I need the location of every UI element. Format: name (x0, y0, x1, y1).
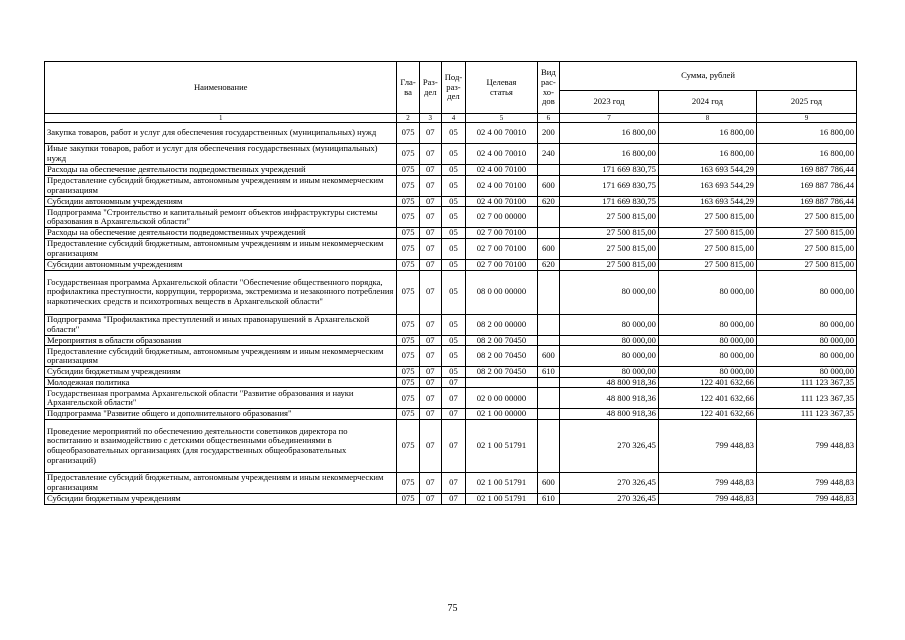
cell-name: Подпрограмма "Профилактика преступлений и иных правонарушений в Архангельской области" (45, 314, 397, 335)
cell-name: Иные закупки товаров, работ и услуг для обеспечения государственных (муниципальных) нужд (45, 144, 397, 165)
cell-name: Молодежная политика (45, 377, 397, 388)
cell-razdel: 07 (419, 494, 441, 505)
cell-name: Субсидии бюджетным учреждениям (45, 367, 397, 378)
cell-sum-2025: 16 800,00 (756, 144, 856, 165)
table-row (45, 165, 857, 176)
cell-podrazdel: 07 (441, 494, 465, 505)
cell-target-article: 02 4 00 70100 (466, 196, 538, 207)
cell-expense-type (537, 207, 559, 228)
cell-sum-2023: 171 669 830,75 (560, 175, 659, 196)
cell-sum-2025: 27 500 815,00 (756, 259, 856, 270)
cell-sum-2025: 169 887 786,44 (756, 175, 856, 196)
cell-razdel: 07 (419, 409, 441, 420)
cell-expense-type (537, 388, 559, 409)
cell-expense-type: 600 (537, 238, 559, 259)
cell-sum-2023: 27 500 815,00 (560, 259, 659, 270)
cell-target-article: 02 7 00 70100 (466, 238, 538, 259)
cell-razdel: 07 (419, 207, 441, 228)
header-vid (537, 62, 559, 114)
header-podrazdel (441, 62, 465, 114)
cell-glava: 075 (397, 409, 419, 420)
table-row (45, 409, 857, 420)
header-razdel-text: Раз- дел (422, 76, 438, 97)
cell-sum-2025: 80 000,00 (756, 346, 856, 367)
cell-name: Подпрограмма "Строительство и капитальный ремонт объектов инфраструктуры системы образования в Архангельской области" (45, 207, 397, 228)
cell-expense-type: 610 (537, 494, 559, 505)
cell-podrazdel: 05 (441, 144, 465, 165)
cell-name: Субсидии автономным учреждениям (45, 259, 397, 270)
cell-glava: 075 (397, 175, 419, 196)
cell-razdel: 07 (419, 123, 441, 144)
cell-podrazdel: 05 (441, 335, 465, 346)
cell-sum-2023: 80 000,00 (560, 270, 659, 314)
cell-sum-2023: 27 500 815,00 (560, 207, 659, 228)
cell-podrazdel: 05 (441, 367, 465, 378)
cell-target-article: 08 2 00 70450 (466, 367, 538, 378)
cell-sum-2023: 80 000,00 (560, 314, 659, 335)
header-target-text: Целевая статья (486, 76, 517, 97)
cell-expense-type: 610 (537, 367, 559, 378)
budget-table (44, 61, 857, 505)
cell-sum-2024: 16 800,00 (658, 123, 756, 144)
header-podrazdel-text: Под- раз- дел (444, 72, 463, 102)
cell-expense-type (537, 270, 559, 314)
header-2025: 2025 год (756, 91, 856, 114)
cell-glava: 075 (397, 259, 419, 270)
cell-target-article: 02 1 00 00000 (466, 409, 538, 420)
column-number-row (45, 114, 857, 123)
cell-sum-2025: 169 887 786,44 (756, 165, 856, 176)
cell-expense-type: 200 (537, 123, 559, 144)
table-row (45, 314, 857, 335)
cell-target-article: 02 1 00 51791 (466, 494, 538, 505)
cell-sum-2024: 122 401 632,66 (658, 388, 756, 409)
cell-sum-2023: 16 800,00 (560, 123, 659, 144)
cell-name: Мероприятия в области образования (45, 335, 397, 346)
cell-target-article: 08 2 00 70450 (466, 346, 538, 367)
table-row (45, 238, 857, 259)
cell-target-article (466, 377, 538, 388)
table-row (45, 196, 857, 207)
column-number: 5 (466, 114, 538, 123)
cell-sum-2024: 80 000,00 (658, 314, 756, 335)
cell-glava: 075 (397, 494, 419, 505)
cell-podrazdel: 05 (441, 123, 465, 144)
column-number: 1 (45, 114, 397, 123)
cell-expense-type (537, 314, 559, 335)
cell-sum-2025: 80 000,00 (756, 270, 856, 314)
cell-podrazdel: 07 (441, 409, 465, 420)
table-row (45, 175, 857, 196)
header-name: Наименование (45, 62, 397, 114)
cell-sum-2024: 122 401 632,66 (658, 377, 756, 388)
cell-sum-2025: 111 123 367,35 (756, 409, 856, 420)
cell-sum-2023: 27 500 815,00 (560, 228, 659, 239)
cell-sum-2024: 80 000,00 (658, 346, 756, 367)
cell-sum-2023: 80 000,00 (560, 346, 659, 367)
cell-razdel: 07 (419, 144, 441, 165)
cell-glava: 075 (397, 207, 419, 228)
cell-glava: 075 (397, 314, 419, 335)
cell-sum-2025: 16 800,00 (756, 123, 856, 144)
cell-glava: 075 (397, 144, 419, 165)
cell-sum-2023: 171 669 830,75 (560, 165, 659, 176)
cell-sum-2023: 27 500 815,00 (560, 238, 659, 259)
table-row (45, 207, 857, 228)
cell-sum-2023: 270 326,45 (560, 473, 659, 494)
cell-razdel: 07 (419, 420, 441, 473)
cell-glava: 075 (397, 420, 419, 473)
cell-name: Расходы на обеспечение деятельности подведомственных учреждений (45, 228, 397, 239)
cell-podrazdel: 07 (441, 420, 465, 473)
header-target (466, 62, 538, 114)
cell-razdel: 07 (419, 473, 441, 494)
cell-sum-2023: 80 000,00 (560, 335, 659, 346)
table-row (45, 473, 857, 494)
column-number: 6 (537, 114, 559, 123)
cell-glava: 075 (397, 388, 419, 409)
cell-razdel: 07 (419, 259, 441, 270)
cell-podrazdel: 05 (441, 270, 465, 314)
cell-target-article: 02 4 00 70010 (466, 123, 538, 144)
cell-podrazdel: 07 (441, 388, 465, 409)
cell-expense-type (537, 420, 559, 473)
cell-sum-2023: 48 800 918,36 (560, 388, 659, 409)
cell-name: Подпрограмма "Развитие общего и дополнительного образования" (45, 409, 397, 420)
cell-razdel: 07 (419, 228, 441, 239)
cell-name: Закупка товаров, работ и услуг для обеспечения государственных (муниципальных) нужд (45, 123, 397, 144)
cell-sum-2025: 80 000,00 (756, 335, 856, 346)
cell-razdel: 07 (419, 388, 441, 409)
cell-expense-type (537, 228, 559, 239)
cell-name: Предоставление субсидий бюджетным, автономным учреждениям и иным некоммерческим организациям (45, 346, 397, 367)
cell-glava: 075 (397, 473, 419, 494)
table-row (45, 377, 857, 388)
cell-expense-type: 240 (537, 144, 559, 165)
cell-glava: 075 (397, 165, 419, 176)
cell-podrazdel: 05 (441, 175, 465, 196)
cell-target-article: 02 0 00 00000 (466, 388, 538, 409)
cell-name: Предоставление субсидий бюджетным, автономным учреждениям и иным некоммерческим организациям (45, 175, 397, 196)
cell-glava: 075 (397, 228, 419, 239)
cell-sum-2024: 27 500 815,00 (658, 207, 756, 228)
cell-sum-2025: 111 123 367,35 (756, 388, 856, 409)
cell-razdel: 07 (419, 175, 441, 196)
column-number: 2 (397, 114, 419, 123)
cell-sum-2025: 80 000,00 (756, 367, 856, 378)
cell-sum-2023: 48 800 918,36 (560, 377, 659, 388)
cell-podrazdel: 05 (441, 196, 465, 207)
cell-glava: 075 (397, 238, 419, 259)
cell-sum-2024: 16 800,00 (658, 144, 756, 165)
cell-expense-type: 600 (537, 175, 559, 196)
cell-glava: 075 (397, 123, 419, 144)
table-body (45, 123, 857, 505)
cell-podrazdel: 05 (441, 165, 465, 176)
table-row (45, 228, 857, 239)
cell-sum-2024: 80 000,00 (658, 270, 756, 314)
cell-expense-type: 600 (537, 346, 559, 367)
cell-target-article: 08 0 00 00000 (466, 270, 538, 314)
cell-glava: 075 (397, 346, 419, 367)
cell-sum-2023: 171 669 830,75 (560, 196, 659, 207)
cell-expense-type: 600 (537, 473, 559, 494)
cell-sum-2024: 163 693 544,29 (658, 196, 756, 207)
column-number: 9 (756, 114, 856, 123)
table-row (45, 259, 857, 270)
cell-name: Расходы на обеспечение деятельности подведомственных учреждений (45, 165, 397, 176)
header-sum: Сумма, рублей (560, 62, 857, 91)
table-row (45, 123, 857, 144)
cell-razdel: 07 (419, 314, 441, 335)
table-row (45, 388, 857, 409)
cell-razdel: 07 (419, 367, 441, 378)
cell-razdel: 07 (419, 335, 441, 346)
cell-podrazdel: 05 (441, 346, 465, 367)
table-row (45, 367, 857, 378)
column-number: 8 (658, 114, 756, 123)
cell-target-article: 02 4 00 70010 (466, 144, 538, 165)
cell-target-article: 02 4 00 70100 (466, 175, 538, 196)
table-row (45, 494, 857, 505)
cell-target-article: 08 2 00 00000 (466, 314, 538, 335)
cell-expense-type (537, 335, 559, 346)
cell-sum-2023: 48 800 918,36 (560, 409, 659, 420)
cell-razdel: 07 (419, 270, 441, 314)
table-row (45, 144, 857, 165)
header-vid-text: Вид рас- хо- дов (541, 67, 556, 107)
table-row (45, 346, 857, 367)
cell-podrazdel: 05 (441, 259, 465, 270)
cell-name: Предоставление субсидий бюджетным, автономным учреждениям и иным некоммерческим организациям (45, 473, 397, 494)
cell-name: Государственная программа Архангельской области "Обеспечение общественного порядка, профилактика преступности, коррупции, терроризма, экстремизма и незаконного потребления наркотических средств и психотропных веществ в Архангельской области" (45, 270, 397, 314)
header-glava (397, 62, 419, 114)
column-number: 3 (419, 114, 441, 123)
column-number: 4 (441, 114, 465, 123)
cell-sum-2024: 122 401 632,66 (658, 409, 756, 420)
cell-podrazdel: 05 (441, 238, 465, 259)
cell-name: Субсидии автономным учреждениям (45, 196, 397, 207)
page-number: 75 (447, 603, 458, 614)
cell-expense-type (537, 409, 559, 420)
cell-sum-2024: 799 448,83 (658, 420, 756, 473)
cell-sum-2025: 169 887 786,44 (756, 196, 856, 207)
header-razdel (419, 62, 441, 114)
table-row (45, 420, 857, 473)
header-glava-text: Гла- ва (400, 76, 416, 97)
cell-sum-2024: 163 693 544,29 (658, 175, 756, 196)
cell-podrazdel: 05 (441, 207, 465, 228)
cell-expense-type (537, 377, 559, 388)
cell-podrazdel: 05 (441, 228, 465, 239)
cell-name: Субсидии бюджетным учреждениям (45, 494, 397, 505)
cell-sum-2025: 27 500 815,00 (756, 238, 856, 259)
cell-sum-2023: 270 326,45 (560, 494, 659, 505)
cell-razdel: 07 (419, 165, 441, 176)
cell-expense-type: 620 (537, 259, 559, 270)
cell-razdel: 07 (419, 196, 441, 207)
cell-sum-2023: 270 326,45 (560, 420, 659, 473)
table-row (45, 270, 857, 314)
cell-name: Предоставление субсидий бюджетным, автономным учреждениям и иным некоммерческим организациям (45, 238, 397, 259)
cell-razdel: 07 (419, 238, 441, 259)
cell-glava: 075 (397, 367, 419, 378)
cell-glava: 075 (397, 270, 419, 314)
cell-sum-2024: 80 000,00 (658, 367, 756, 378)
cell-target-article: 02 1 00 51791 (466, 473, 538, 494)
header-2024: 2024 год (658, 91, 756, 114)
cell-name: Проведение мероприятий по обеспечению деятельности советников директора по воспитанию и взаимодействию с детскими общественными объединениями в общеобразовательных организациях (для государственных общеобразовательных организаций) (45, 420, 397, 473)
column-number: 7 (560, 114, 659, 123)
cell-sum-2025: 799 448,83 (756, 420, 856, 473)
cell-sum-2024: 799 448,83 (658, 473, 756, 494)
cell-sum-2025: 80 000,00 (756, 314, 856, 335)
cell-sum-2024: 163 693 544,29 (658, 165, 756, 176)
cell-sum-2023: 16 800,00 (560, 144, 659, 165)
cell-target-article: 02 4 00 70100 (466, 165, 538, 176)
cell-sum-2024: 799 448,83 (658, 494, 756, 505)
cell-sum-2024: 27 500 815,00 (658, 238, 756, 259)
cell-target-article: 08 2 00 70450 (466, 335, 538, 346)
cell-sum-2023: 80 000,00 (560, 367, 659, 378)
cell-sum-2024: 27 500 815,00 (658, 228, 756, 239)
cell-glava: 075 (397, 335, 419, 346)
cell-target-article: 02 7 00 70100 (466, 259, 538, 270)
cell-sum-2024: 27 500 815,00 (658, 259, 756, 270)
cell-expense-type: 620 (537, 196, 559, 207)
cell-sum-2025: 799 448,83 (756, 494, 856, 505)
cell-sum-2025: 799 448,83 (756, 473, 856, 494)
cell-sum-2025: 111 123 367,35 (756, 377, 856, 388)
cell-podrazdel: 05 (441, 314, 465, 335)
cell-glava: 075 (397, 377, 419, 388)
cell-razdel: 07 (419, 346, 441, 367)
cell-glava: 075 (397, 196, 419, 207)
cell-podrazdel: 07 (441, 377, 465, 388)
cell-sum-2025: 27 500 815,00 (756, 228, 856, 239)
cell-expense-type (537, 165, 559, 176)
header-2023: 2023 год (560, 91, 659, 114)
cell-podrazdel: 07 (441, 473, 465, 494)
cell-sum-2024: 80 000,00 (658, 335, 756, 346)
cell-razdel: 07 (419, 377, 441, 388)
table-row (45, 335, 857, 346)
cell-sum-2025: 27 500 815,00 (756, 207, 856, 228)
cell-target-article: 02 1 00 51791 (466, 420, 538, 473)
cell-name: Государственная программа Архангельской области "Развитие образования и науки Архангельской области" (45, 388, 397, 409)
cell-target-article: 02 7 00 70100 (466, 228, 538, 239)
cell-target-article: 02 7 00 00000 (466, 207, 538, 228)
